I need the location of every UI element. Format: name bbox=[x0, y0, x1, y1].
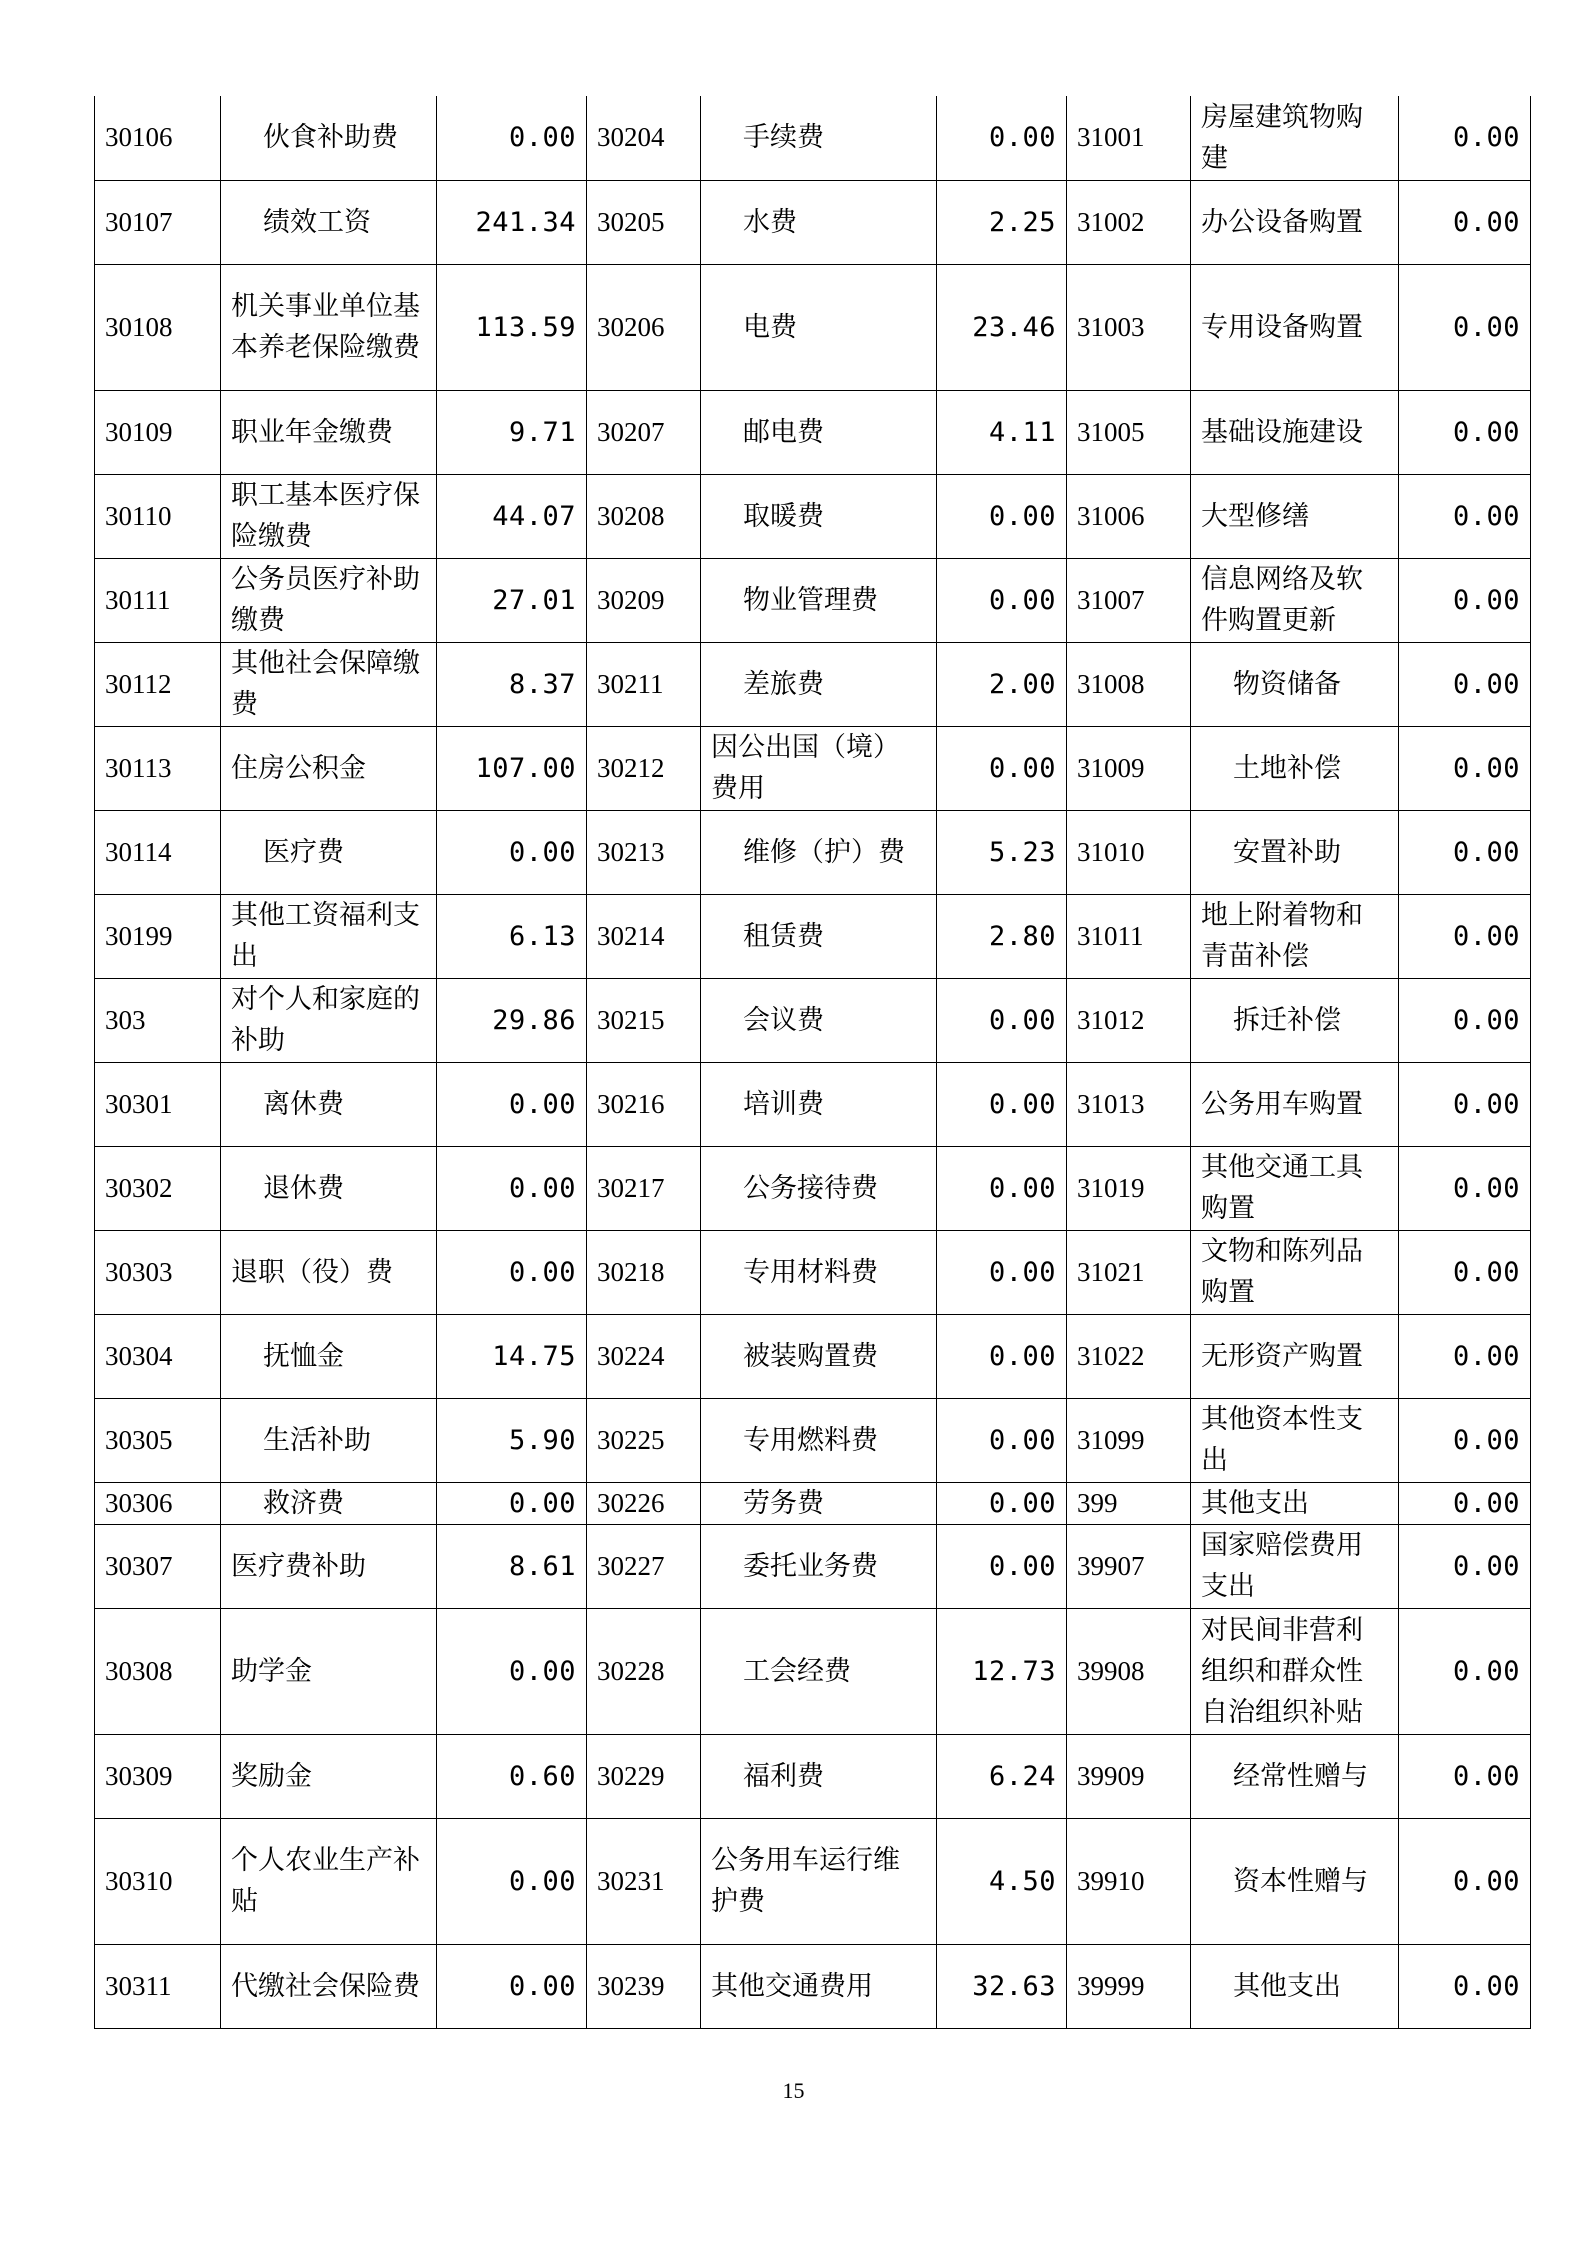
code-cell: 30209 bbox=[587, 558, 701, 642]
code-cell: 31012 bbox=[1067, 978, 1191, 1062]
table-row bbox=[95, 474, 1531, 558]
code-cell: 30306 bbox=[95, 1482, 221, 1524]
table-row bbox=[95, 1482, 1531, 1524]
name-cell: 机关事业单位基本养老保险缴费 bbox=[221, 264, 437, 390]
amount-cell: 0.00 bbox=[937, 978, 1067, 1062]
name-cell: 抚恤金 bbox=[221, 1314, 437, 1398]
name-cell: 医疗费 bbox=[221, 810, 437, 894]
code-cell: 30217 bbox=[587, 1146, 701, 1230]
code-cell: 30213 bbox=[587, 810, 701, 894]
code-cell: 31005 bbox=[1067, 390, 1191, 474]
amount-cell: 0.00 bbox=[1399, 474, 1531, 558]
code-cell: 39910 bbox=[1067, 1818, 1191, 1944]
name-cell: 伙食补助费 bbox=[221, 96, 437, 180]
name-cell: 会议费 bbox=[701, 978, 937, 1062]
table-row bbox=[95, 558, 1531, 642]
name-cell: 医疗费补助 bbox=[221, 1524, 437, 1608]
code-cell: 31099 bbox=[1067, 1398, 1191, 1482]
code-cell: 31013 bbox=[1067, 1062, 1191, 1146]
code-cell: 30304 bbox=[95, 1314, 221, 1398]
name-cell: 其他资本性支出 bbox=[1191, 1398, 1399, 1482]
page-number: 15 bbox=[782, 2078, 805, 2103]
code-cell: 39907 bbox=[1067, 1524, 1191, 1608]
table-row bbox=[95, 96, 1531, 180]
table-row bbox=[95, 894, 1531, 978]
code-cell: 30229 bbox=[587, 1734, 701, 1818]
code-cell: 30211 bbox=[587, 642, 701, 726]
code-cell: 30111 bbox=[95, 558, 221, 642]
table-row bbox=[95, 978, 1531, 1062]
amount-cell: 0.00 bbox=[437, 1062, 587, 1146]
table-row bbox=[95, 1398, 1531, 1482]
name-cell: 其他交通费用 bbox=[701, 1944, 937, 2028]
amount-cell: 4.11 bbox=[937, 390, 1067, 474]
name-cell: 专用燃料费 bbox=[701, 1398, 937, 1482]
code-cell: 30231 bbox=[587, 1818, 701, 1944]
code-cell: 30302 bbox=[95, 1146, 221, 1230]
table-row bbox=[95, 1314, 1531, 1398]
name-cell: 代缴社会保险费 bbox=[221, 1944, 437, 2028]
amount-cell: 8.37 bbox=[437, 642, 587, 726]
name-cell: 取暖费 bbox=[701, 474, 937, 558]
code-cell: 30215 bbox=[587, 978, 701, 1062]
amount-cell: 0.00 bbox=[1399, 390, 1531, 474]
table-row bbox=[95, 1944, 1531, 2028]
amount-cell: 0.00 bbox=[437, 1146, 587, 1230]
code-cell: 399 bbox=[1067, 1482, 1191, 1524]
code-cell: 30113 bbox=[95, 726, 221, 810]
amount-cell: 0.00 bbox=[1399, 1608, 1531, 1734]
amount-cell: 0.00 bbox=[937, 1524, 1067, 1608]
amount-cell: 0.00 bbox=[1399, 810, 1531, 894]
amount-cell: 241.34 bbox=[437, 180, 587, 264]
amount-cell: 0.00 bbox=[437, 1944, 587, 2028]
amount-cell: 0.00 bbox=[1399, 1146, 1531, 1230]
amount-cell: 0.00 bbox=[937, 558, 1067, 642]
code-cell: 30224 bbox=[587, 1314, 701, 1398]
name-cell: 大型修缮 bbox=[1191, 474, 1399, 558]
amount-cell: 0.00 bbox=[1399, 1734, 1531, 1818]
code-cell: 30305 bbox=[95, 1398, 221, 1482]
name-cell: 职工基本医疗保险缴费 bbox=[221, 474, 437, 558]
code-cell: 30108 bbox=[95, 264, 221, 390]
code-cell: 30228 bbox=[587, 1608, 701, 1734]
code-cell: 30307 bbox=[95, 1524, 221, 1608]
amount-cell: 0.00 bbox=[437, 1608, 587, 1734]
code-cell: 31022 bbox=[1067, 1314, 1191, 1398]
amount-cell: 0.00 bbox=[1399, 894, 1531, 978]
amount-cell: 0.00 bbox=[1399, 1482, 1531, 1524]
code-cell: 30309 bbox=[95, 1734, 221, 1818]
name-cell: 因公出国（境）费用 bbox=[701, 726, 937, 810]
amount-cell: 0.00 bbox=[937, 1146, 1067, 1230]
amount-cell: 6.13 bbox=[437, 894, 587, 978]
code-cell: 31008 bbox=[1067, 642, 1191, 726]
amount-cell: 0.00 bbox=[937, 726, 1067, 810]
amount-cell: 0.00 bbox=[937, 1398, 1067, 1482]
code-cell: 31009 bbox=[1067, 726, 1191, 810]
name-cell: 公务用车运行维护费 bbox=[701, 1818, 937, 1944]
amount-cell: 44.07 bbox=[437, 474, 587, 558]
name-cell: 差旅费 bbox=[701, 642, 937, 726]
code-cell: 30218 bbox=[587, 1230, 701, 1314]
amount-cell: 2.80 bbox=[937, 894, 1067, 978]
code-cell: 30216 bbox=[587, 1062, 701, 1146]
name-cell: 对民间非营利组织和群众性自治组织补贴 bbox=[1191, 1608, 1399, 1734]
name-cell: 其他工资福利支出 bbox=[221, 894, 437, 978]
code-cell: 39909 bbox=[1067, 1734, 1191, 1818]
name-cell: 租赁费 bbox=[701, 894, 937, 978]
name-cell: 退休费 bbox=[221, 1146, 437, 1230]
name-cell: 救济费 bbox=[221, 1482, 437, 1524]
name-cell: 资本性赠与 bbox=[1191, 1818, 1399, 1944]
name-cell: 委托业务费 bbox=[701, 1524, 937, 1608]
amount-cell: 14.75 bbox=[437, 1314, 587, 1398]
amount-cell: 113.59 bbox=[437, 264, 587, 390]
amount-cell: 107.00 bbox=[437, 726, 587, 810]
name-cell: 土地补偿 bbox=[1191, 726, 1399, 810]
code-cell: 31006 bbox=[1067, 474, 1191, 558]
name-cell: 个人农业生产补贴 bbox=[221, 1818, 437, 1944]
name-cell: 专用材料费 bbox=[701, 1230, 937, 1314]
amount-cell: 0.00 bbox=[437, 1482, 587, 1524]
code-cell: 31021 bbox=[1067, 1230, 1191, 1314]
table-row bbox=[95, 1146, 1531, 1230]
table-row bbox=[95, 1062, 1531, 1146]
name-cell: 信息网络及软件购置更新 bbox=[1191, 558, 1399, 642]
name-cell: 职业年金缴费 bbox=[221, 390, 437, 474]
amount-cell: 0.00 bbox=[1399, 1398, 1531, 1482]
name-cell: 地上附着物和青苗补偿 bbox=[1191, 894, 1399, 978]
name-cell: 物业管理费 bbox=[701, 558, 937, 642]
amount-cell: 0.00 bbox=[1399, 558, 1531, 642]
amount-cell: 0.00 bbox=[1399, 180, 1531, 264]
table-row bbox=[95, 1608, 1531, 1734]
table-row bbox=[95, 390, 1531, 474]
name-cell: 生活补助 bbox=[221, 1398, 437, 1482]
code-cell: 31010 bbox=[1067, 810, 1191, 894]
code-cell: 31019 bbox=[1067, 1146, 1191, 1230]
table-body bbox=[95, 96, 1531, 2028]
table-row bbox=[95, 1524, 1531, 1608]
amount-cell: 0.00 bbox=[437, 96, 587, 180]
table-row bbox=[95, 180, 1531, 264]
table-row bbox=[95, 642, 1531, 726]
amount-cell: 32.63 bbox=[937, 1944, 1067, 2028]
code-cell: 30205 bbox=[587, 180, 701, 264]
name-cell: 公务用车购置 bbox=[1191, 1062, 1399, 1146]
amount-cell: 0.00 bbox=[1399, 726, 1531, 810]
code-cell: 30199 bbox=[95, 894, 221, 978]
table-row bbox=[95, 726, 1531, 810]
name-cell: 国家赔偿费用支出 bbox=[1191, 1524, 1399, 1608]
name-cell: 奖励金 bbox=[221, 1734, 437, 1818]
name-cell: 经常性赠与 bbox=[1191, 1734, 1399, 1818]
code-cell: 30106 bbox=[95, 96, 221, 180]
name-cell: 其他支出 bbox=[1191, 1944, 1399, 2028]
name-cell: 房屋建筑物购建 bbox=[1191, 96, 1399, 180]
amount-cell: 0.00 bbox=[1399, 1314, 1531, 1398]
amount-cell: 0.00 bbox=[1399, 642, 1531, 726]
code-cell: 39999 bbox=[1067, 1944, 1191, 2028]
code-cell: 30208 bbox=[587, 474, 701, 558]
code-cell: 30301 bbox=[95, 1062, 221, 1146]
code-cell: 30310 bbox=[95, 1818, 221, 1944]
code-cell: 30226 bbox=[587, 1482, 701, 1524]
name-cell: 助学金 bbox=[221, 1608, 437, 1734]
name-cell: 无形资产购置 bbox=[1191, 1314, 1399, 1398]
amount-cell: 0.60 bbox=[437, 1734, 587, 1818]
name-cell: 文物和陈列品购置 bbox=[1191, 1230, 1399, 1314]
code-cell: 30227 bbox=[587, 1524, 701, 1608]
amount-cell: 0.00 bbox=[937, 1230, 1067, 1314]
amount-cell: 0.00 bbox=[1399, 1944, 1531, 2028]
amount-cell: 2.00 bbox=[937, 642, 1067, 726]
amount-cell: 9.71 bbox=[437, 390, 587, 474]
code-cell: 30239 bbox=[587, 1944, 701, 2028]
amount-cell: 23.46 bbox=[937, 264, 1067, 390]
amount-cell: 0.00 bbox=[937, 474, 1067, 558]
name-cell: 对个人和家庭的补助 bbox=[221, 978, 437, 1062]
code-cell: 303 bbox=[95, 978, 221, 1062]
amount-cell: 6.24 bbox=[937, 1734, 1067, 1818]
code-cell: 30207 bbox=[587, 390, 701, 474]
amount-cell: 0.00 bbox=[937, 96, 1067, 180]
amount-cell: 2.25 bbox=[937, 180, 1067, 264]
amount-cell: 0.00 bbox=[437, 810, 587, 894]
name-cell: 电费 bbox=[701, 264, 937, 390]
name-cell: 拆迁补偿 bbox=[1191, 978, 1399, 1062]
name-cell: 其他支出 bbox=[1191, 1482, 1399, 1524]
name-cell: 退职（役）费 bbox=[221, 1230, 437, 1314]
table-row bbox=[95, 810, 1531, 894]
code-cell: 30311 bbox=[95, 1944, 221, 2028]
code-cell: 39908 bbox=[1067, 1608, 1191, 1734]
amount-cell: 0.00 bbox=[937, 1062, 1067, 1146]
amount-cell: 0.00 bbox=[1399, 1818, 1531, 1944]
name-cell: 安置补助 bbox=[1191, 810, 1399, 894]
amount-cell: 29.86 bbox=[437, 978, 587, 1062]
amount-cell: 0.00 bbox=[937, 1482, 1067, 1524]
amount-cell: 0.00 bbox=[437, 1818, 587, 1944]
name-cell: 劳务费 bbox=[701, 1482, 937, 1524]
name-cell: 被装购置费 bbox=[701, 1314, 937, 1398]
code-cell: 30308 bbox=[95, 1608, 221, 1734]
amount-cell: 5.90 bbox=[437, 1398, 587, 1482]
table-row bbox=[95, 1734, 1531, 1818]
code-cell: 30214 bbox=[587, 894, 701, 978]
amount-cell: 0.00 bbox=[1399, 1524, 1531, 1608]
amount-cell: 12.73 bbox=[937, 1608, 1067, 1734]
code-cell: 30110 bbox=[95, 474, 221, 558]
amount-cell: 0.00 bbox=[1399, 264, 1531, 390]
name-cell: 离休费 bbox=[221, 1062, 437, 1146]
name-cell: 福利费 bbox=[701, 1734, 937, 1818]
name-cell: 邮电费 bbox=[701, 390, 937, 474]
name-cell: 物资储备 bbox=[1191, 642, 1399, 726]
amount-cell: 0.00 bbox=[1399, 1062, 1531, 1146]
table-row bbox=[95, 1230, 1531, 1314]
name-cell: 手续费 bbox=[701, 96, 937, 180]
name-cell: 培训费 bbox=[701, 1062, 937, 1146]
code-cell: 31001 bbox=[1067, 96, 1191, 180]
amount-cell: 0.00 bbox=[1399, 978, 1531, 1062]
code-cell: 30303 bbox=[95, 1230, 221, 1314]
code-cell: 30109 bbox=[95, 390, 221, 474]
name-cell: 水费 bbox=[701, 180, 937, 264]
name-cell: 公务接待费 bbox=[701, 1146, 937, 1230]
code-cell: 30225 bbox=[587, 1398, 701, 1482]
name-cell: 住房公积金 bbox=[221, 726, 437, 810]
name-cell: 办公设备购置 bbox=[1191, 180, 1399, 264]
code-cell: 30107 bbox=[95, 180, 221, 264]
name-cell: 绩效工资 bbox=[221, 180, 437, 264]
code-cell: 31007 bbox=[1067, 558, 1191, 642]
amount-cell: 5.23 bbox=[937, 810, 1067, 894]
code-cell: 31002 bbox=[1067, 180, 1191, 264]
amount-cell: 8.61 bbox=[437, 1524, 587, 1608]
code-cell: 31003 bbox=[1067, 264, 1191, 390]
code-cell: 30112 bbox=[95, 642, 221, 726]
amount-cell: 27.01 bbox=[437, 558, 587, 642]
amount-cell: 0.00 bbox=[1399, 1230, 1531, 1314]
amount-cell: 0.00 bbox=[937, 1314, 1067, 1398]
amount-cell: 4.50 bbox=[937, 1818, 1067, 1944]
expenditure-table bbox=[94, 96, 1531, 2029]
name-cell: 基础设施建设 bbox=[1191, 390, 1399, 474]
name-cell: 专用设备购置 bbox=[1191, 264, 1399, 390]
table-row bbox=[95, 1818, 1531, 1944]
amount-cell: 0.00 bbox=[1399, 96, 1531, 180]
code-cell: 30212 bbox=[587, 726, 701, 810]
name-cell: 公务员医疗补助缴费 bbox=[221, 558, 437, 642]
code-cell: 30114 bbox=[95, 810, 221, 894]
amount-cell: 0.00 bbox=[437, 1230, 587, 1314]
name-cell: 工会经费 bbox=[701, 1608, 937, 1734]
code-cell: 30206 bbox=[587, 264, 701, 390]
name-cell: 其他交通工具购置 bbox=[1191, 1146, 1399, 1230]
table-row bbox=[95, 264, 1531, 390]
code-cell: 31011 bbox=[1067, 894, 1191, 978]
name-cell: 其他社会保障缴费 bbox=[221, 642, 437, 726]
name-cell: 维修（护）费 bbox=[701, 810, 937, 894]
code-cell: 30204 bbox=[587, 96, 701, 180]
